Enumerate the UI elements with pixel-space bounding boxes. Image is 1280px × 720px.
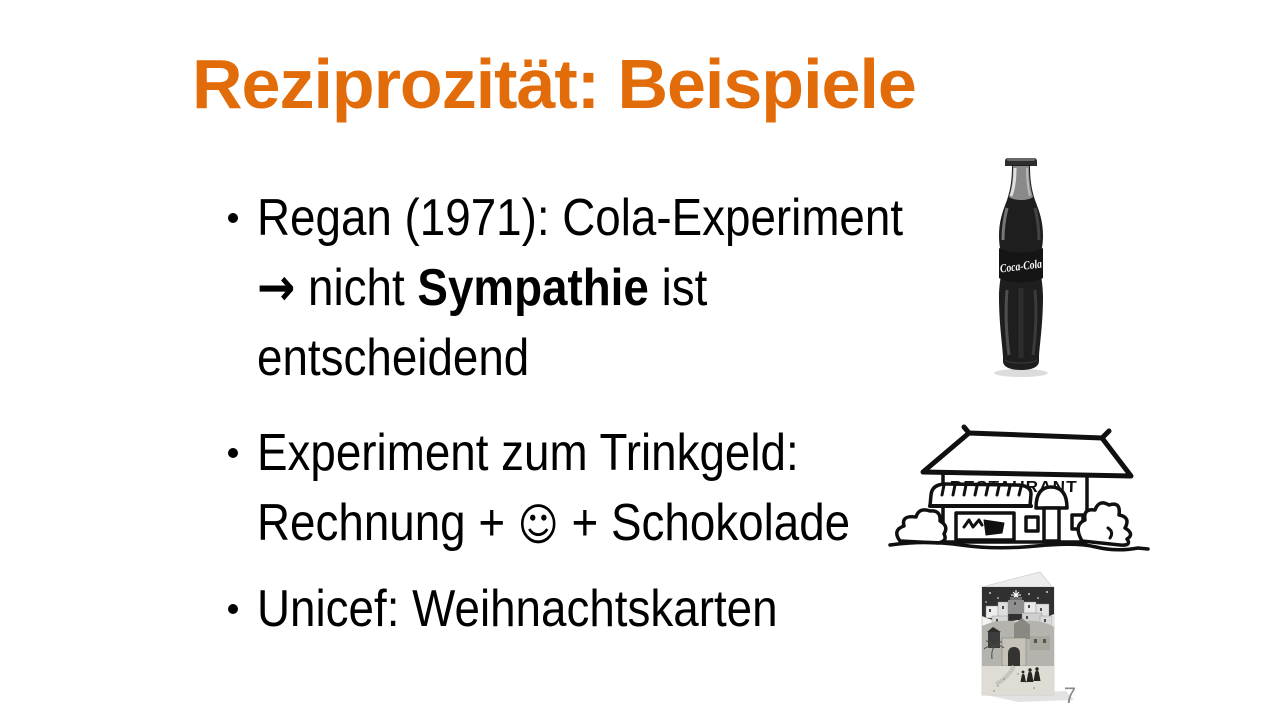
bullet-item-unicef: [227, 574, 1007, 644]
arrow-right-glyph: →: [257, 258, 296, 318]
bullet-dot: [227, 418, 257, 488]
bullet-line: [257, 418, 850, 488]
bullet-dot: [227, 183, 257, 253]
restaurant-drawing: [886, 420, 1154, 558]
bullet-line-text: Rechnung +: [257, 494, 518, 552]
bullet-text: [257, 183, 903, 393]
cola-label-text: Coca-Cola: [999, 255, 1054, 276]
bullet-line-text: nicht: [295, 259, 418, 317]
bullet-line: [257, 183, 903, 253]
bullet-line-text: Regan (1971): Cola-Experiment: [257, 189, 904, 247]
bullet-line: Unicef: Weihnachtskarten: [257, 580, 778, 638]
bullet-line-text: ist: [648, 259, 708, 317]
bullet-line: [257, 253, 903, 323]
bullet-bold-text: Sympathie: [417, 259, 649, 317]
bullet-dot: [227, 574, 257, 644]
slide-number: 7: [1063, 683, 1077, 708]
cola-bottle-image: [985, 150, 1057, 380]
bullet-line-text: + Schokolade: [558, 494, 851, 552]
bullet-line: entscheidend: [257, 329, 530, 387]
bullet-text: [257, 418, 850, 560]
smiley-icon: ☺: [517, 498, 559, 551]
bullet-line-text: Experiment zum Trinkgeld:: [257, 424, 799, 482]
bullet-text: [257, 574, 778, 644]
slide-title: Reziprozität: Beispiele: [192, 45, 916, 123]
bullet-line: [257, 488, 850, 560]
bullet-list: [227, 183, 1007, 644]
bullet-item-regan: [227, 183, 1007, 393]
